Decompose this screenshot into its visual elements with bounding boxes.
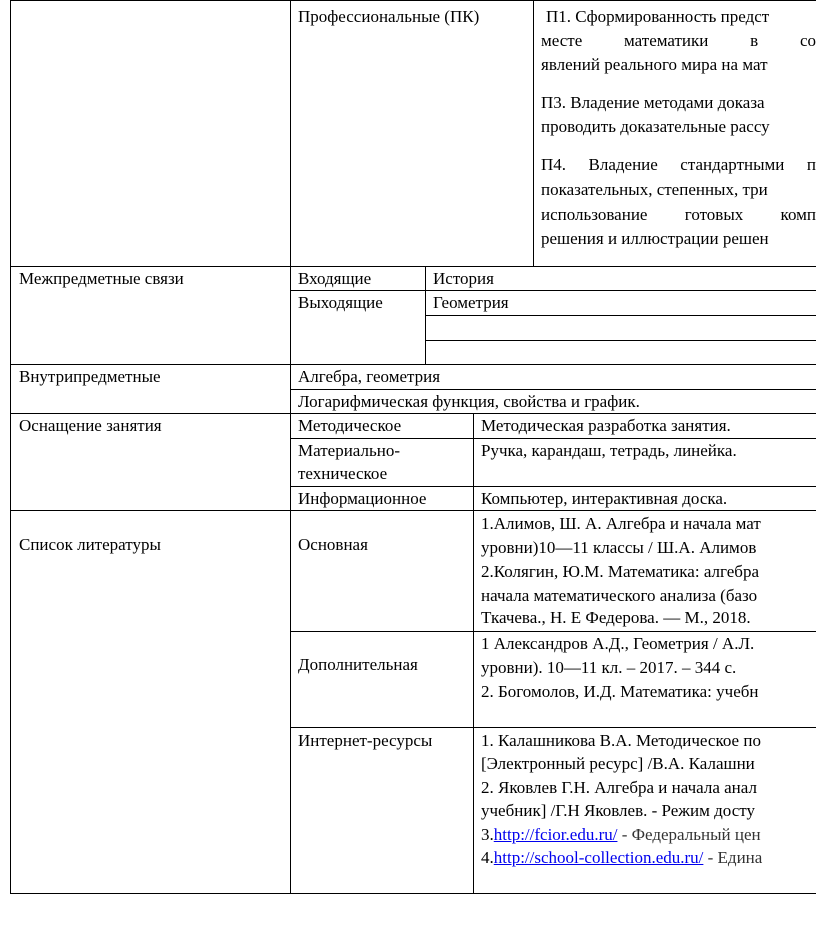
competence-p3-line: П3. Владение методами доказа bbox=[541, 93, 765, 112]
link-description: - Федеральный цен bbox=[617, 825, 761, 844]
internet-resource-line: [Электронный ресурс] /В.А. Калашни bbox=[481, 754, 755, 773]
main-literature-line: 1.Алимов, Ш. А. Алгебра и начала мат bbox=[481, 514, 761, 533]
row-divider bbox=[425, 340, 816, 341]
extra-literature-line: уровни). 10—11 кл. – 2017. – 344 с. bbox=[481, 658, 737, 677]
outgoing-label: Выходящие bbox=[298, 293, 383, 312]
incoming-value: История bbox=[433, 269, 494, 288]
fcior-link[interactable]: http://fcior.edu.ru/ bbox=[493, 825, 618, 844]
main-literature-line: начала математического анализа (базо bbox=[481, 586, 758, 605]
table-border bbox=[10, 0, 11, 894]
material-value: Ручка, карандаш, тетрадь, линейка. bbox=[481, 441, 737, 460]
internet-resource-line: 2. Яковлев Г.Н. Алгебра и начала анал bbox=[481, 778, 757, 797]
incoming-label: Входящие bbox=[298, 269, 372, 288]
method-label: Методическое bbox=[298, 416, 402, 435]
method-value: Методическая разработка занятия. bbox=[481, 416, 731, 435]
column-divider bbox=[290, 0, 291, 894]
competence-p1-line: П1. Сформированность предст bbox=[546, 7, 770, 26]
material-label: Материально- bbox=[298, 441, 400, 460]
internet-resource-line bbox=[481, 846, 762, 870]
column-divider bbox=[425, 266, 426, 364]
table-border bbox=[10, 0, 816, 1]
school-collection-link[interactable]: http://school-collection.edu.ru/ bbox=[493, 848, 704, 867]
intrasubject-row: Алгебра, геометрия bbox=[298, 367, 441, 386]
main-literature-label: Основная bbox=[298, 535, 368, 554]
link-description: - Едина bbox=[703, 848, 763, 867]
column-divider bbox=[533, 0, 534, 266]
competence-p4-line: П4. Владение стандартными п bbox=[541, 155, 816, 174]
competence-p4-line: решения и иллюстрации решен bbox=[541, 229, 769, 248]
competence-p4-line: использование готовых комп bbox=[541, 205, 816, 224]
internet-resource-line bbox=[481, 823, 761, 847]
column-divider bbox=[473, 413, 474, 894]
internet-resource-line: учебник] /Г.Н Яковлев. - Режим досту bbox=[481, 801, 755, 820]
info-value: Компьютер, интерактивная доска. bbox=[481, 489, 728, 508]
table-border bbox=[10, 893, 816, 894]
row-divider bbox=[290, 727, 816, 728]
intrasubject-row: Логарифмическая функция, свойства и график. bbox=[298, 392, 640, 411]
competence-p3-line: проводить доказательные рассу bbox=[541, 117, 770, 136]
prof-label: Профессиональные (ПК) bbox=[298, 7, 480, 26]
internet-resource-line: 1. Калашникова В.А. Методическое по bbox=[481, 731, 761, 750]
competence-p1-line: явлений реального мира на мат bbox=[541, 55, 768, 74]
main-literature-line: уровни)10—11 классы / Ш.А. Алимов bbox=[481, 538, 757, 557]
info-label: Информационное bbox=[298, 489, 427, 508]
extra-literature-label: Дополнительная bbox=[298, 655, 418, 674]
competence-p4-line: показательных, степенных, три bbox=[541, 180, 768, 199]
competence-p1-line: месте математики в со bbox=[541, 31, 816, 50]
outgoing-value: Геометрия bbox=[433, 293, 509, 312]
equipment-label: Оснащение занятия bbox=[19, 416, 162, 435]
row-divider bbox=[425, 315, 816, 316]
material-label: техническое bbox=[298, 464, 388, 483]
literature-label: Список литературы bbox=[19, 535, 161, 554]
intrasubject-label: Внутрипредметные bbox=[19, 367, 161, 386]
main-literature-line: Ткачева., Н. Е Федерова. — М., 2018. bbox=[481, 608, 751, 627]
extra-literature-line: 2. Богомолов, И.Д. Математика: учебн bbox=[481, 682, 759, 701]
main-literature-line: 2.Колягин, Ю.М. Математика: алгебра bbox=[481, 562, 759, 581]
intersubject-label: Межпредметные связи bbox=[19, 269, 184, 288]
extra-literature-line: 1 Александров А.Д., Геометрия / А.Л. bbox=[481, 634, 755, 653]
internet-resources-label: Интернет-ресурсы bbox=[298, 731, 433, 750]
link-number: 3. bbox=[481, 825, 494, 844]
link-number: 4. bbox=[481, 848, 494, 867]
